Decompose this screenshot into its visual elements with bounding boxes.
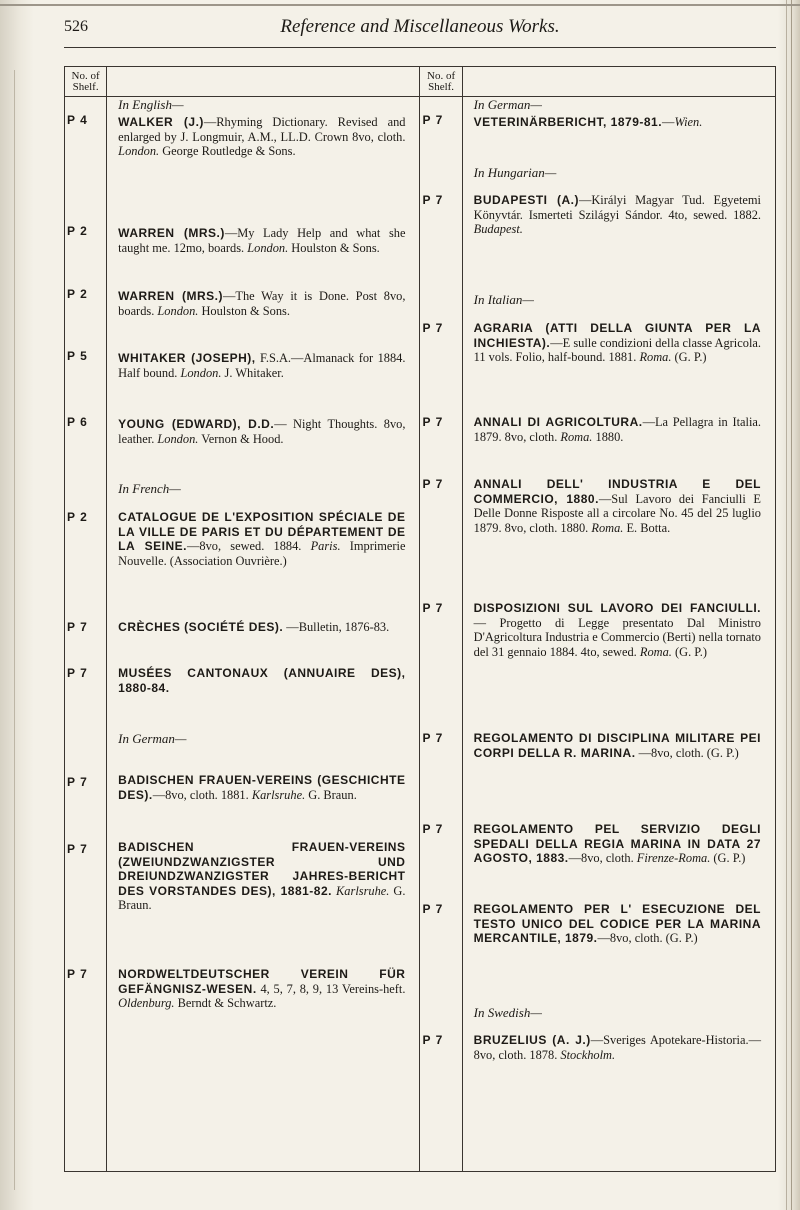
- catalogue-entry: BRUZELIUS (A. J.)—Sveriges Apotekare-Historia.—8vo, cloth. 1878. Stockholm.: [473, 1033, 761, 1062]
- shelf-mark: P 4: [67, 113, 88, 127]
- catalogue-entry: ANNALI DELL' INDUSTRIA E DEL COMMERCIO, 1880.—Sul Lavoro dei Fanciulli E Delle Donne Risposte all a circolare No. 45 del 25 luglio 1879. 8vo, cloth. 1880. Roma. E. Botta.: [473, 477, 761, 535]
- page-edge: [778, 0, 800, 1210]
- shelf-mark: P 7: [422, 415, 444, 429]
- shelf-mark: P 2: [67, 287, 88, 301]
- shelf-mark: P 7: [422, 477, 444, 491]
- catalogue-entry: DISPOSIZIONI SUL LAVORO DEI FANCIULLI. — Progetto di Legge presentato Dal Ministro D'Agricoltura Industria e Commercio (Berti) nella tornato del 31 gennaio 1884. 4to, sewed. Roma. (G. P.): [473, 601, 761, 659]
- section-french: In French—: [118, 481, 181, 496]
- shelf-mark: P 6: [67, 415, 88, 429]
- entries-header-right: [462, 67, 775, 97]
- catalogue-entry: REGOLAMENTO PEL SERVIZIO DEGLI SPEDALI DELLA REGIA MARINA IN DATA 27 AGOSTO, 1883.—8vo, cloth. Firenze-Roma. (G. P.): [473, 822, 761, 865]
- shelf-mark: P 7: [422, 902, 444, 916]
- shelf-mark: P 7: [422, 601, 444, 615]
- shelf-mark: P 7: [67, 620, 88, 634]
- catalogue-entry: WHITAKER (JOSEPH), F.S.A.—Almanack for 1884. Half bound. London. J. Whitaker.: [118, 351, 406, 380]
- shelf-mark: P 7: [67, 967, 88, 981]
- catalogue-entry: BADISCHEN FRAUEN-VEREINS (GESCHICHTE DES).—8vo, cloth. 1881. Karlsruhe. G. Braun.: [118, 773, 406, 802]
- section-swedish: In Swedish—: [473, 1005, 542, 1020]
- catalogue-entry: NORDWELTDEUTSCHER VEREIN FÜR GEFÄNGNISZ-WESEN. 4, 5, 7, 8, 9, 13 Vereins-heft. Oldenburg. Berndt & Schwartz.: [118, 967, 406, 1010]
- catalogue-entry: REGOLAMENTO PER L' ESECUZIONE DEL TESTO UNICO DEL CODICE PER LA MARINA MERCANTILE, 1879.—8vo, cloth. (G. P.): [473, 902, 761, 945]
- catalogue-entry: WARREN (MRS.)—The Way it is Done. Post 8vo, boards. London. Houlston & Sons.: [118, 289, 406, 318]
- catalogue-table: [64, 66, 776, 1172]
- catalogue-entry: ANNALI DI AGRICOLTURA.—La Pellagra in Italia. 1879. 8vo, cloth. Roma. 1880.: [473, 415, 761, 444]
- catalogue-entry: CATALOGUE DE L'EXPOSITION SPÉCIALE DE LA VILLE DE PARIS ET DU DÉPARTEMENT DE LA SEINE.—8vo, sewed. 1884. Paris. Imprimerie Nouvelle. (Association Ouvrière.): [118, 510, 406, 568]
- shelf-mark: P 7: [422, 193, 444, 207]
- page-gutter: [0, 0, 34, 1210]
- shelf-mark: P 7: [422, 113, 444, 127]
- section-german: In German—: [473, 97, 542, 112]
- shelf-mark: P 7: [67, 775, 88, 789]
- shelf-mark: P 2: [67, 510, 88, 524]
- shelf-header-left: No. of Shelf.: [65, 67, 107, 97]
- catalogue-entry: VETERINÄRBERICHT, 1879-81.—Wien.: [473, 115, 703, 129]
- entries-header-left: [107, 67, 420, 97]
- shelf-header-right: No. of Shelf.: [420, 67, 462, 97]
- section-english: In English—: [118, 97, 184, 112]
- shelf-mark: P 7: [422, 1033, 444, 1047]
- catalogue-entry: CRÈCHES (SOCIÉTÉ DES). —Bulletin, 1876-83.: [118, 620, 390, 634]
- shelf-mark: P 7: [422, 822, 444, 836]
- section-hungarian: In Hungarian—: [473, 165, 557, 180]
- catalogue-entry: AGRARIA (ATTI DELLA GIUNTA PER LA INCHIESTA).—E sulle condizioni della classe Agricola. 11 vols. Folio, half-bound. 1881. Roma. (G. P.): [473, 321, 761, 364]
- page-header: [64, 18, 776, 46]
- catalogue-entry: MUSÉES CANTONAUX (ANNUAIRE DES), 1880-84.: [118, 666, 406, 695]
- running-title: Reference and Miscellaneous Works.: [280, 16, 560, 37]
- right-shelf-column: [420, 97, 462, 1172]
- catalogue-entry: WALKER (J.)—Rhyming Dictionary. Revised and enlarged by J. Longmuir, A.M., LL.D. Crown 8vo, cloth. London. George Routledge & Sons.: [118, 115, 406, 158]
- header-rule: [64, 47, 776, 48]
- section-german: In German—: [118, 731, 187, 746]
- table-body-row: [65, 97, 776, 1172]
- catalogue-entry: WARREN (MRS.)—My Lady Help and what she taught me. 12mo, boards. London. Houlston & Sons.: [118, 226, 406, 255]
- catalogue-entry: YOUNG (EDWARD), D.D.— Night Thoughts. 8vo, leather. London. Vernon & Hood.: [118, 417, 406, 446]
- catalogue-entry: BADISCHEN FRAUEN-VEREINS (ZWEIUNDZWANZIGSTER UND DREIUNDZWANZIGSTER JAHRES-BERICHT DES VORSTANDES DES), 1881-82. Karlsruhe. G. Braun.: [118, 840, 406, 912]
- top-rule: [0, 4, 800, 6]
- catalogue-entry: BUDAPESTI (A.)—Királyi Magyar Tud. Egyetemi Könyvtár. Ismerteti Szilágyi Sándor. 4to, sewed. 1882. Budapest.: [473, 193, 761, 236]
- shelf-mark: P 5: [67, 349, 88, 363]
- right-entries-column: [462, 97, 775, 1172]
- shelf-mark: P 7: [422, 321, 444, 335]
- left-entries-column: [107, 97, 420, 1172]
- shelf-mark: P 7: [422, 731, 444, 745]
- shelf-mark: P 7: [67, 842, 88, 856]
- section-italian: In Italian—: [473, 292, 534, 307]
- page-number: 526: [64, 18, 88, 35]
- shelf-mark: P 2: [67, 224, 88, 238]
- left-shelf-column: [65, 97, 107, 1172]
- table-header-row: [65, 67, 776, 97]
- catalogue-entry: REGOLAMENTO DI DISCIPLINA MILITARE PEI CORPI DELLA R. MARINA. —8vo, cloth. (G. P.): [473, 731, 761, 760]
- shelf-mark: P 7: [67, 666, 88, 680]
